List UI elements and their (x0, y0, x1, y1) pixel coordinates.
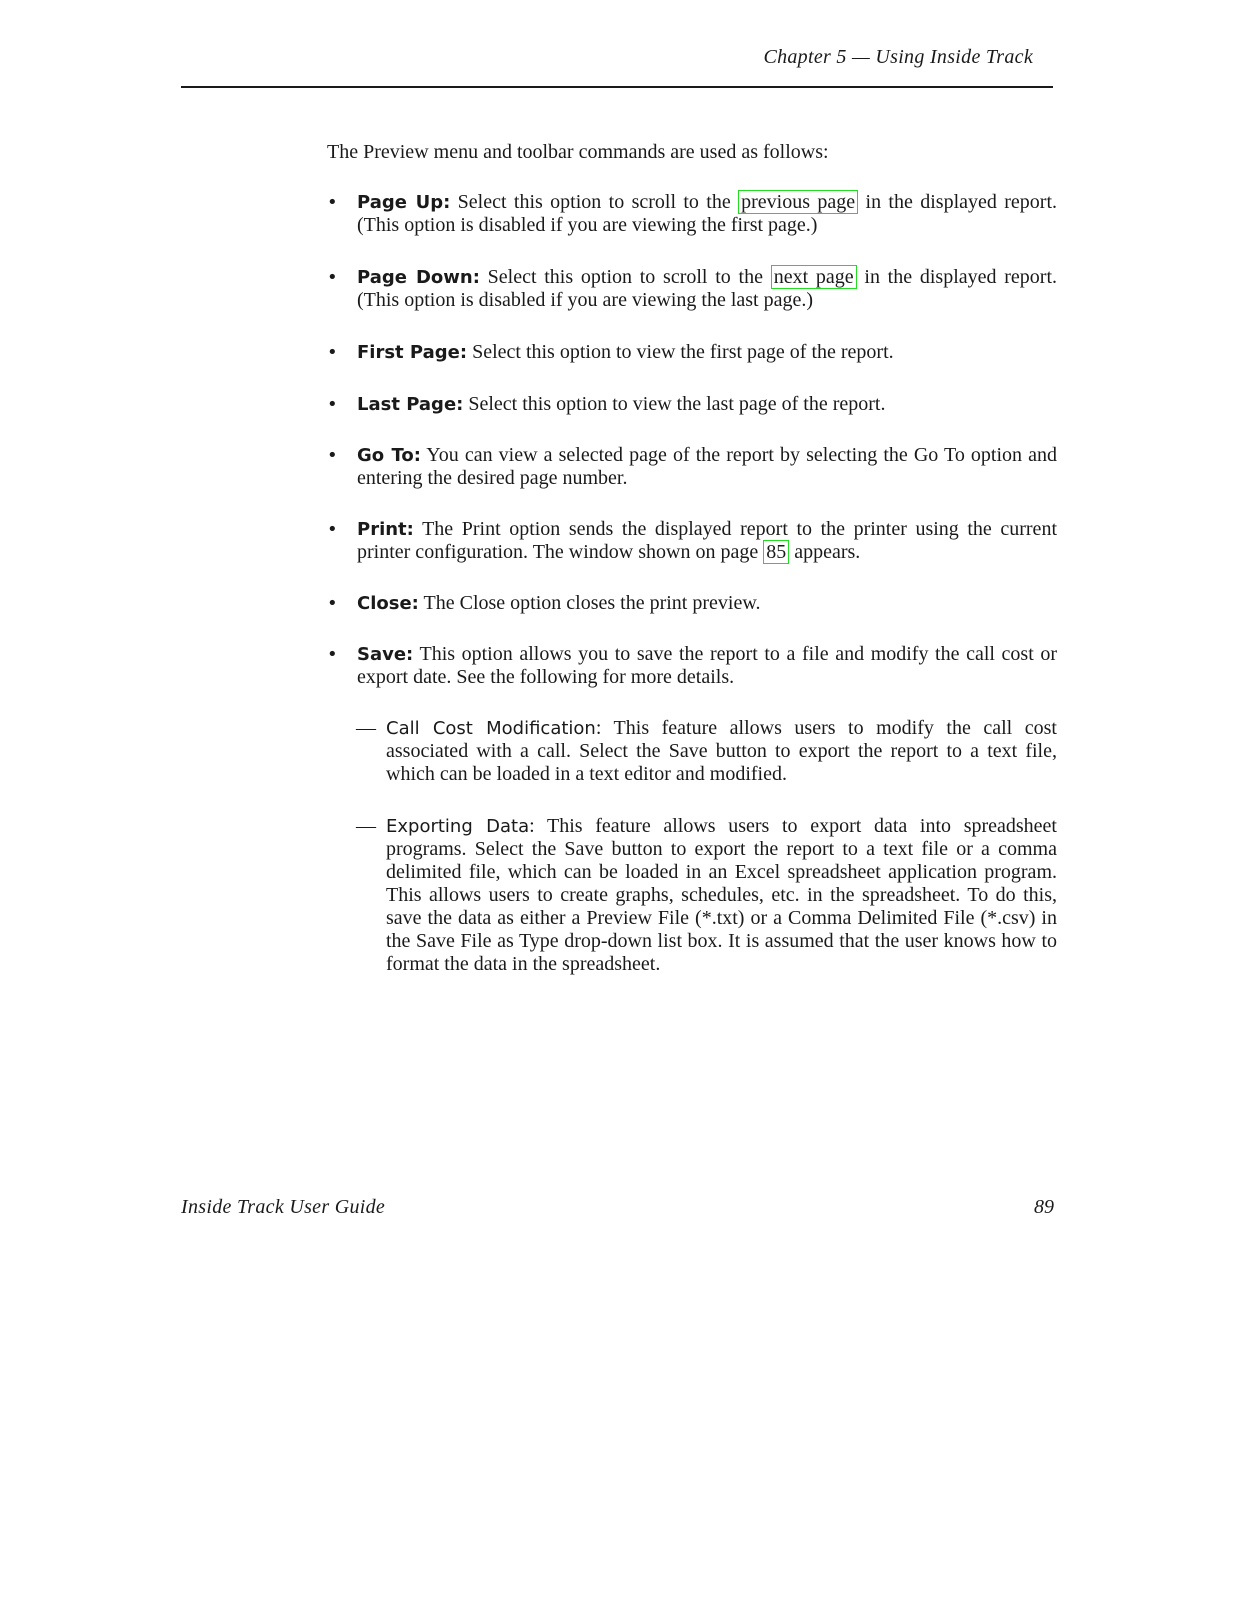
subitem-body (386, 717, 1057, 786)
bullet-term: First Page: (357, 342, 468, 363)
footer-document-title: Inside Track User Guide (181, 1196, 386, 1218)
link-previous-page[interactable]: previous page (738, 190, 858, 214)
bullet-text: The Print option sends the displayed report to the printer using the current printer configuration. The window shown on page (357, 518, 1057, 563)
subitem-body (386, 815, 1057, 976)
subitem-call-cost-modification (356, 717, 1057, 786)
bullet-term: Go To: (357, 445, 421, 466)
bullet-first-page (327, 341, 1057, 364)
bullet-text: The Close option closes the print preview. (418, 592, 761, 614)
bullet-term: Last Page: (357, 394, 464, 415)
subitem-dash: — (356, 815, 376, 837)
bullet-text: Select this option to scroll to the (479, 266, 771, 288)
bullet-dot: • (327, 593, 338, 614)
bullet-dot: • (327, 445, 338, 466)
bullet-text: in the displayed report. (This option is disabled if you are viewing the last page.) (357, 266, 1057, 311)
footer-page-number: 89 (1034, 1196, 1054, 1218)
subitem-text: : This feature allows users to modify the call cost associated with a call. Select the Save button to export the report to a text file, which can be loaded in a text editor and modified. (386, 717, 1057, 785)
bullet-body (357, 518, 1057, 564)
bullet-page-down (327, 266, 1057, 312)
link-page-85[interactable]: 85 (763, 540, 789, 564)
bullet-page-up (327, 191, 1057, 237)
bullet-body (357, 191, 1057, 237)
bullet-body (357, 643, 1057, 689)
link-next-page[interactable]: next page (771, 265, 857, 289)
bullet-text: This option allows you to save the report to a file and modify the call cost or export date. See the following for more details. (357, 643, 1057, 688)
bullet-body (357, 341, 1057, 364)
bullet-dot: • (327, 394, 338, 415)
bullet-text: appears. (789, 541, 861, 563)
bullet-term: Close: (357, 593, 419, 614)
bullet-term: Print: (357, 519, 414, 540)
bullet-body (357, 444, 1057, 490)
bullet-text: Select this option to scroll to the (450, 191, 739, 213)
bullet-go-to (327, 444, 1057, 490)
bullet-text: in the displayed report. (This option is disabled if you are viewing the first page.) (357, 191, 1058, 236)
bullet-print (327, 518, 1057, 564)
bullet-last-page (327, 393, 1057, 416)
bullet-close (327, 592, 1057, 615)
bullet-dot: • (327, 342, 338, 363)
subitem-term: Call Cost Modification (386, 718, 596, 739)
bullet-body (357, 266, 1057, 312)
bullet-term: Save: (357, 644, 414, 665)
subitem-dash: — (356, 717, 376, 739)
bullet-text: You can view a selected page of the report by selecting the Go To option and entering the desired page number. (357, 444, 1058, 489)
subitem-exporting-data (356, 815, 1057, 976)
subitem-text: : This feature allows users to export data into spreadsheet programs. Select the Save button to export the report to a text file or a comma delimited file, which can be loaded in an Excel spreadsheet application program. This allows users to create graphs, schedules, etc. in the spreadsheet. To do this, save the data as either a Preview File (*.txt) or a Comma Delimited File (*.csv) in the Save File as Type drop-down list box. It is assumed that the user knows how to format the data in the spreadsheet. (386, 815, 1057, 975)
intro-paragraph: The Preview menu and toolbar commands are used as follows: (327, 141, 829, 163)
bullet-dot: • (327, 192, 338, 213)
bullet-term: Page Down: (357, 267, 480, 288)
subitem-term: Exporting Data (386, 816, 530, 837)
bullet-dot: • (327, 644, 338, 665)
bullet-dot: • (327, 519, 338, 540)
bullet-body (357, 393, 1057, 416)
header-rule (181, 86, 1053, 88)
bullet-term: Page Up: (357, 192, 451, 213)
bullet-text: Select this option to view the first page of the report. (467, 341, 894, 363)
bullet-save (327, 643, 1057, 689)
bullet-text: Select this option to view the last page of the report. (463, 393, 886, 415)
bullet-body (357, 592, 1057, 615)
bullet-dot: • (327, 267, 338, 288)
running-header: Chapter 5 — Using Inside Track (763, 46, 1033, 68)
